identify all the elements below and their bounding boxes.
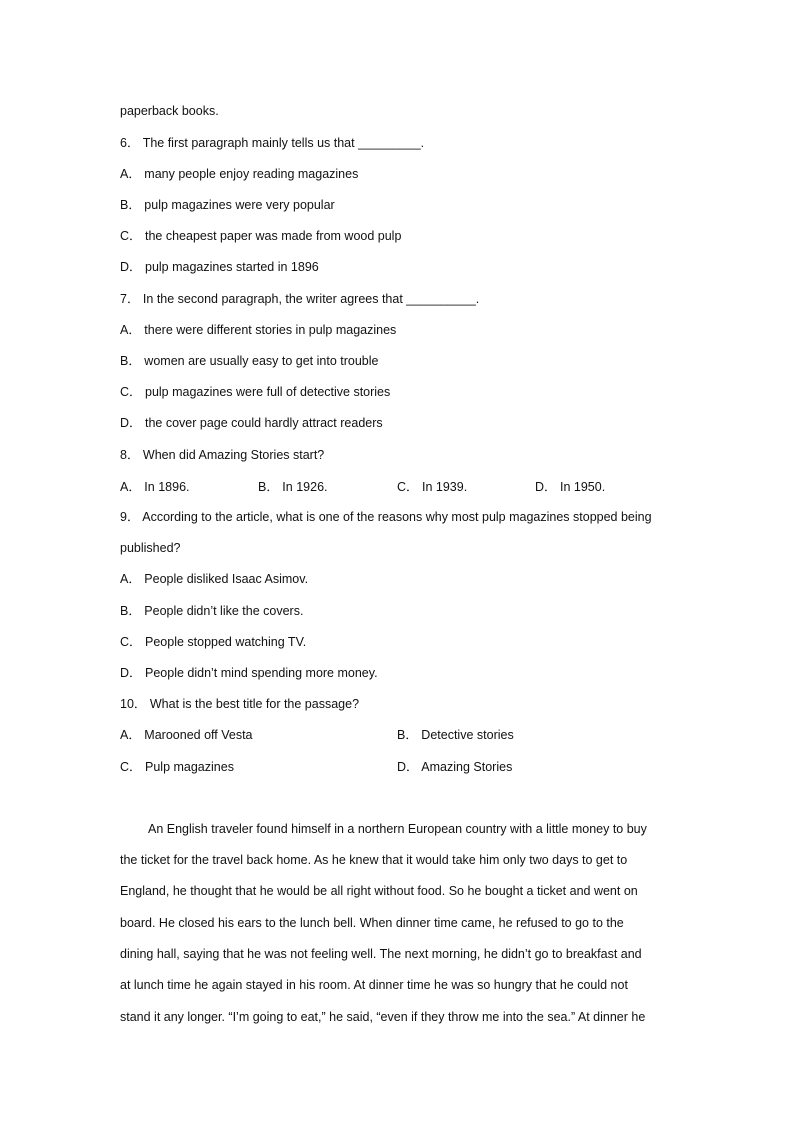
q10-option-c: C． Pulp magazines	[120, 760, 234, 774]
q10-option-b: B． Detective stories	[397, 728, 514, 742]
q8-option-b: B． In 1926.	[258, 480, 328, 494]
q10-option-d: D． Amazing Stories	[397, 760, 513, 774]
q6-option-c: C． the cheapest paper was made from wood pulp	[120, 229, 402, 243]
q9-option-d: D． People didn’t mind spending more money.	[120, 666, 378, 680]
question-9-continued: published?	[120, 541, 181, 555]
passage-line: An English traveler found himself in a northern European country with a little money to buy	[148, 822, 647, 836]
passage-line: the ticket for the travel back home. As he knew that it would take him only two days to get to	[120, 853, 628, 867]
passage-line: dining hall, saying that he was not feeling well. The next morning, he didn’t go to breakfast and	[120, 947, 642, 961]
q9-option-a: A． People disliked Isaac Asimov.	[120, 572, 309, 586]
passage-line: stand it any longer. “I’m going to eat,” he said, “even if they throw me into the sea.” At dinner he	[120, 1010, 646, 1024]
question-6: 6． The first paragraph mainly tells us that _________.	[120, 136, 425, 150]
q7-option-a: A． there were different stories in pulp magazines	[120, 323, 397, 337]
text-line: paperback books.	[120, 104, 219, 118]
q7-option-d: D． the cover page could hardly attract readers	[120, 416, 383, 430]
passage-line: at lunch time he again stayed in his room. At dinner time he was so hungry that he could not	[120, 978, 628, 992]
q6-option-a: A． many people enjoy reading magazines	[120, 167, 359, 181]
q7-option-b: B． women are usually easy to get into trouble	[120, 354, 379, 368]
q6-option-b: B． pulp magazines were very popular	[120, 198, 335, 212]
q7-option-c: C． pulp magazines were full of detective stories	[120, 385, 391, 399]
question-10: 10． What is the best title for the passage?	[120, 697, 360, 711]
q8-option-d: D． In 1950.	[535, 480, 606, 494]
question-7: 7． In the second paragraph, the writer agrees that __________.	[120, 292, 480, 306]
q8-option-a: A． In 1896.	[120, 480, 190, 494]
q6-option-d: D． pulp magazines started in 1896	[120, 260, 319, 274]
q8-option-c: C． In 1939.	[397, 480, 468, 494]
q9-option-b: B． People didn’t like the covers.	[120, 604, 304, 618]
q9-option-c: C． People stopped watching TV.	[120, 635, 307, 649]
passage-line: board. He closed his ears to the lunch bell. When dinner time came, he refused to go to the	[120, 916, 624, 930]
question-9: 9． According to the article, what is one of the reasons why most pulp magazines stopped being	[120, 510, 652, 524]
q10-option-a: A． Marooned off Vesta	[120, 728, 253, 742]
passage-line: England, he thought that he would be all right without food. So he bought a ticket and went on	[120, 884, 638, 898]
question-8: 8． When did Amazing Stories start?	[120, 448, 325, 462]
